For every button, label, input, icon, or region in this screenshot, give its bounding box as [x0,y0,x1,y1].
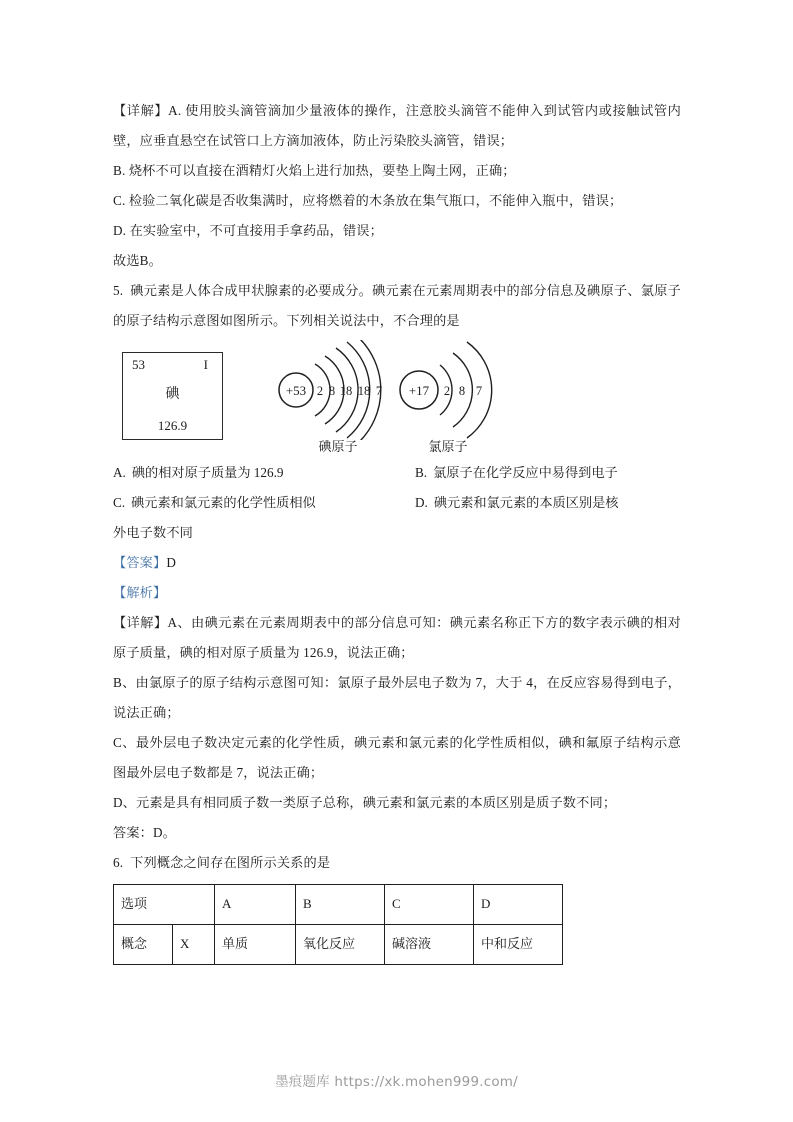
chlorine-shell-1: 2 [443,384,451,398]
element-atomic-number: 53 [132,357,145,372]
q5-options-row-2 [113,488,681,518]
q5-option-a-text: 碘的相对原子质量为 126.9 [131,465,284,480]
q5-answer-line [113,548,681,578]
iodine-shell-1: 2 [316,384,324,398]
periodic-element-box [122,352,223,440]
q6-table-header-option: 选项 [114,885,215,925]
q5-number: 5. [113,283,124,298]
chlorine-shell-2: 8 [458,384,466,398]
iodine-shell-4: 18 [357,384,371,398]
q6-table-cell-b: 氧化反应 [296,925,385,965]
q6-table-cell-concept: 概念 [114,925,173,965]
q5-analysis-line [113,578,681,608]
q5-explanation-line-3: C、最外层电子数决定元素的化学性质，碘元素和氯元素的化学性质相似，碘和氟原子结构示意图最外层电子数都是 7，说法正确； [113,735,681,780]
q6-table [113,884,563,965]
iodine-atom-label: 碘原子 [318,439,358,454]
q5-explanation-line-1: 【详解】A、由碘元素在元素周期表中的部分信息可知：碘元素名称正下方的数字表示碘的相对原子质量，碘的相对原子质量为 126.9，说法正确； [113,615,681,660]
q5-option-b-label: B. [415,465,428,480]
q6-stem-text: 下列概念之间存在图所示关系的是 [130,855,331,870]
q5-stem [113,276,681,336]
q4-explanation-line-2: B. 烧杯不可以直接在酒精灯火焰上进行加热，要垫上陶土网，正确； [113,163,516,178]
q5-option-d-label: D. [415,495,428,510]
q5-explanation-line-4: D、元素是具有相同质子数一类原子总称，碘元素和氯元素的本质区别是质子数不同； [113,795,617,810]
q5-option-d [397,488,681,518]
chlorine-atom-svg [391,340,541,440]
q5-options-row-1 [113,458,681,488]
q6-table-cell-c: 碱溶液 [385,925,474,965]
q4-explanation-line-1: 【详解】A. 使用胶头滴管滴加少量液体的操作，注意胶头滴管不能伸入到试管内或接触试管内壁，应垂直悬空在试管口上方滴加液体，防止污染胶头滴管，错误； [113,103,681,148]
analysis-header: 【解析】 [113,585,167,600]
q6-number: 6. [113,855,124,870]
chlorine-atom-label: 氯原子 [428,439,468,454]
q6-table-header-d: D [474,885,563,925]
answer-value: D [166,555,177,570]
q6-stem [113,848,681,878]
chlorine-nucleus-charge: +17 [408,383,430,398]
q4-explanation-line-4: D. 在实验室中，不可直接用手拿药品，错误； [113,223,383,238]
q5-option-c [113,488,397,518]
q5-option-b-text: 氯原子在化学反应中易得到电子 [433,465,618,480]
element-symbol: I [203,357,208,372]
q5-option-a [113,458,397,488]
iodine-shell-5: 7 [375,384,383,398]
q5-option-a-label: A. [113,465,126,480]
q5-option-c-text: 碘元素和氯元素的化学性质相似 [131,495,316,510]
footer-watermark: 墨痕题库 https://xk.mohen999.com/ [275,1074,518,1090]
q5-option-d-wrap: 外电子数不同 [113,525,194,540]
chlorine-atom-diagram [391,340,541,458]
element-relative-atomic-mass: 126.9 [157,418,188,433]
iodine-shell-3: 18 [339,384,353,398]
element-chinese-name: 碘 [165,387,180,402]
q6-table-header-b: B [296,885,385,925]
q5-option-b [397,458,681,488]
q5-figure [113,340,681,458]
q5-explanation-line-2: B、由氯原子的原子结构示意图可知：氯原子最外层电子数为 7，大于 4，在反应容易得到电子，说法正确； [113,675,681,720]
document-content [113,96,681,965]
q5-option-c-label: C. [113,495,126,510]
q5-stem-text: 碘元素是人体合成甲状腺素的必要成分。碘元素在元素周期表中的部分信息及碘原子、氯原子的原子结构示意图如图所示。下列相关说法中，不合理的是 [113,283,681,328]
iodine-shell-2: 8 [328,384,336,398]
q6-table-cell-d: 中和反应 [474,925,563,965]
q4-explanation-line-3: C. 检验二氧化碳是否收集满时，应将燃着的木条放在集气瓶口，不能伸入瓶中，错误； [113,193,623,208]
answer-header: 【答案】 [113,555,167,570]
table-row [114,925,563,965]
q6-table-cell-x: X [173,925,215,965]
q6-table-cell-a: 单质 [215,925,296,965]
q4-explanation-line-5: 故选B。 [113,253,162,268]
q6-table-header-a: A [215,885,296,925]
table-row [114,885,563,925]
chlorine-shell-3: 7 [475,384,483,398]
iodine-nucleus-charge: +53 [285,383,307,398]
q5-option-d-text: 碘元素和氯元素的本质区别是核 [433,495,619,510]
q5-explanation-line-5: 答案：D。 [113,825,177,840]
q6-table-header-c: C [385,885,474,925]
